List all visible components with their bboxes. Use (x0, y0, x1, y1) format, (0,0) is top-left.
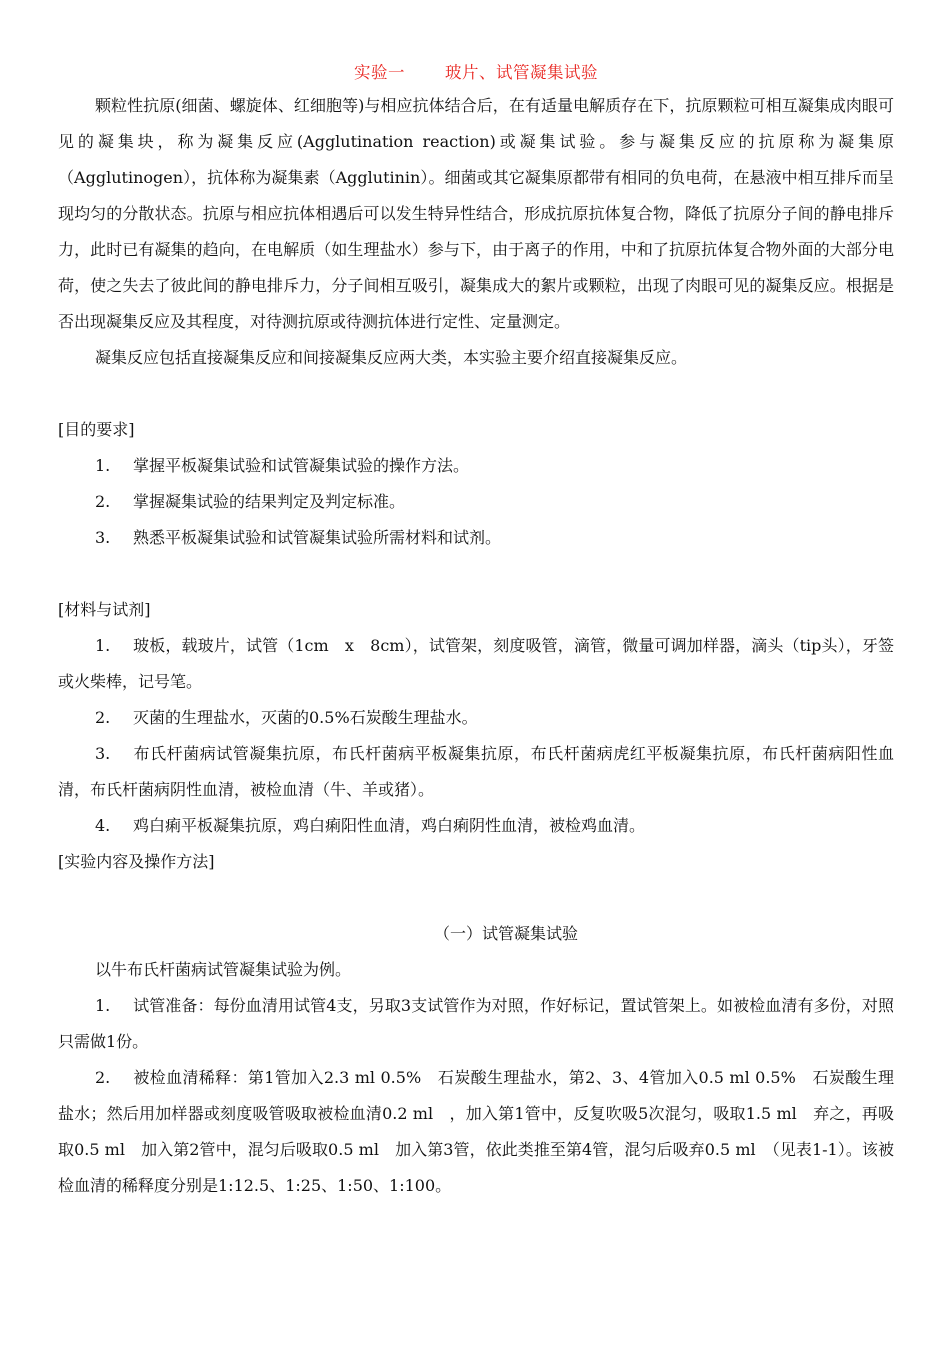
intro-paragraph-2: 凝集反应包括直接凝集反应和间接凝集反应两大类，本实验主要介绍直接凝集反应。 (95, 348, 688, 367)
material-item: 4. 鸡白痢平板凝集抗原，鸡白痢阳性血清，鸡白痢阴性血清，被检鸡血清。 (95, 816, 646, 835)
intro-paragraph-1: 颗粒性抗原(细菌、螺旋体、红细胞等)与相应抗体结合后，在有适量电解质存在下，抗原颗粒可相互凝集成肉眼可见的凝集块，称为凝集反应(Agglutination reaction)或凝集试验。参与凝集反应的抗原称为凝集原（Agglutinogen），抗体称为凝集素（Agglutinin）。细菌或其它凝集原都带有相同的负电荷，在悬液中相互排斥而呈现均匀的分散状态。抗原与相应抗体相遇后可以发生特异性结合，形成抗原抗体复合物，降低了抗原分子间的静电排斥力，此时已有凝集的趋向，在电解质（如生理盐水）参与下，由于离子的作用，中和了抗原抗体复合物外面的大部分电荷，使之失去了彼此间的静电排斥力，分子间相互吸引，凝集成大的絮片或颗粒，出现了肉眼可见的凝集反应。根据是否出现凝集反应及其程度，对待测抗原或待测抗体进行定性、定量测定。 (58, 96, 894, 331)
material-item: 1. 玻板，载玻片，试管（1cm x 8cm），试管架，刻度吸管，滴管，微量可调加样器，滴头（tip头），牙签或火柴棒，记号笔。 (58, 636, 894, 691)
objective-item: 3. 熟悉平板凝集试验和试管凝集试验所需材料和试剂。 (95, 528, 502, 547)
objectives-heading: [目的要求] (58, 420, 135, 439)
title-experiment-number: 实验一 (354, 63, 405, 82)
material-item: 3. 布氏杆菌病试管凝集抗原，布氏杆菌病平板凝集抗原，布氏杆菌病虎红平板凝集抗原，布氏杆菌病阳性血清，布氏杆菌病阴性血清，被检血清（牛、羊或猪）。 (58, 744, 894, 799)
procedure-item: 1. 试管准备：每份血清用试管4支，另取3支试管作为对照，作好标记，置试管架上。如被检血清有多份，对照只需做1份。 (58, 996, 894, 1051)
materials-list (58, 628, 894, 844)
procedure-item: 2. 被检血清稀释：第1管加入2.3 ml 0.5% 石炭酸生理盐水，第2、3、4管加入0.5 ml 0.5% 石炭酸生理盐水；然后用加样器或刻度吸管吸取被检血清0.2 ml ，加入第1管中，反复吹吸5次混匀，吸取1.5 ml 弃之，再吸取0.5 ml 加入第2管中，混匀后吸取0.5 ml 加入第3管，依此类推至第4管，混匀后吸弃0.5 ml （见表1-1）。该被检血清的稀释度分别是1:12.5、1:25、1:50、1:100。 (58, 1068, 894, 1195)
material-item: 2. 灭菌的生理盐水，灭菌的0.5%石炭酸生理盐水。 (95, 708, 478, 727)
procedure-list (58, 988, 894, 1204)
objective-item: 1. 掌握平板凝集试验和试管凝集试验的操作方法。 (95, 456, 470, 475)
materials-heading: [材料与试剂] (58, 600, 151, 619)
document-page (58, 58, 894, 1204)
procedure-heading: [实验内容及操作方法] (58, 852, 215, 871)
document-title (58, 58, 894, 88)
title-experiment-name: 玻片、试管凝集试验 (445, 63, 598, 82)
procedure-subheading: （一）试管凝集试验 (433, 924, 578, 943)
objective-item: 2. 掌握凝集试验的结果判定及判定标准。 (95, 492, 406, 511)
objectives-list (58, 448, 894, 556)
procedure-lead: 以牛布氏杆菌病试管凝集试验为例。 (95, 960, 352, 979)
